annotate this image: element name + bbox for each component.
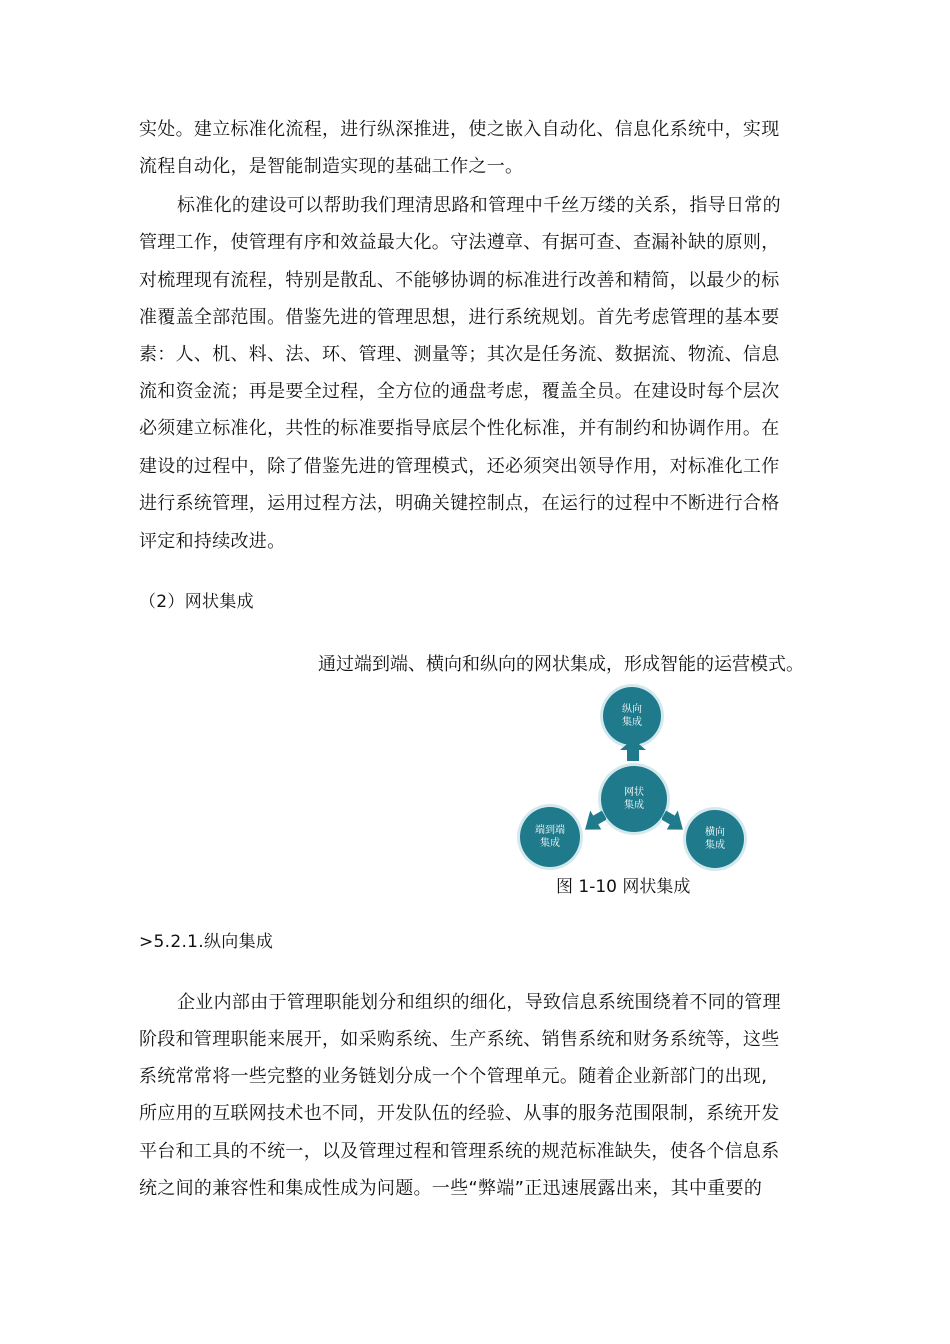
node-label: 纵向: [622, 704, 642, 715]
paragraph-line: 评定和持续改进。: [139, 531, 286, 552]
network-integration-node: [601, 766, 667, 832]
arrow-down-left-icon: [582, 810, 606, 832]
paragraph-line: 实处。建立标准化流程，进行纵深推进，使之嵌入自动化、信息化系统中，实现: [139, 119, 780, 140]
paragraph-line: 管理工作，使管理有序和效益最大化。守法遵章、有据可查、查漏补缺的原则，: [139, 232, 780, 253]
paragraph-line: 素：人、机、料、法、环、管理、测量等；其次是任务流、数据流、物流、信息: [139, 344, 780, 365]
paragraph-line: 平台和工具的不统一，以及管理过程和管理系统的规范标准缺失，使各个信息系: [139, 1141, 780, 1162]
paragraph-line: 系统常常将一些完整的业务链划分成一个个管理单元。随着企业新部门的出现,: [139, 1066, 768, 1087]
paragraph-line: 标准化的建设可以帮助我们理清思路和管理中千丝万缕的关系，指导日常的: [177, 195, 781, 216]
node-label: 集成: [624, 800, 644, 811]
subsection-heading: >5.2.1.纵向集成: [139, 932, 274, 952]
paragraph-line: 准覆盖全部范围。借鉴先进的管理思想，进行系统规划。首先考虑管理的基本要: [139, 307, 780, 328]
paragraph-line: 阶段和管理职能来展开，如采购系统、生产系统、销售系统和财务系统等，这些: [139, 1029, 780, 1050]
node-label: 网状: [624, 787, 644, 798]
paragraph-line: 进行系统管理，运用过程方法，明确关键控制点，在运行的过程中不断进行合格: [139, 493, 780, 514]
paragraph-line: 建设的过程中，除了借鉴先进的管理模式，还必须突出领导作用，对标准化工作: [139, 456, 780, 477]
paragraph-line: 对梳理现有流程，特别是散乱、不能够协调的标准进行改善和精简，以最少的标: [139, 270, 780, 291]
node-label: 集成: [705, 840, 725, 851]
paragraph-line: 统之间的兼容性和集成性成为问题。一些“弊端”正迅速展露出来，其中重要的: [139, 1178, 763, 1199]
figure-intro: 通过端到端、横向和纵向的网状集成，形成智能的运营模式。: [318, 654, 804, 675]
arrow-down-right-icon: [662, 810, 686, 832]
figure-caption: 图 1-10 网状集成: [556, 877, 691, 897]
arrow-up-icon: [620, 739, 646, 761]
node-label: 集成: [540, 838, 560, 849]
end-to-end-integration-node: [520, 807, 580, 867]
horizontal-integration-node: [686, 810, 744, 868]
node-label: 横向: [705, 827, 725, 838]
section-heading: （2）网状集成: [139, 592, 254, 612]
paragraph-line: 所应用的互联网技术也不同，开发队伍的经验、从事的服务范围限制，系统开发: [139, 1103, 780, 1124]
vertical-integration-node: [603, 687, 661, 745]
node-label: 端到端: [535, 825, 565, 836]
paragraph-line: 流程自动化，是智能制造实现的基础工作之一。: [139, 156, 524, 177]
paragraph-line: 流和资金流；再是要全过程，全方位的通盘考虑，覆盖全员。在建设时每个层次: [139, 381, 780, 402]
paragraph-line: 企业内部由于管理职能划分和组织的细化，导致信息系统围绕着不同的管理: [177, 992, 781, 1013]
node-label: 集成: [622, 717, 642, 728]
paragraph-line: 必须建立标准化，共性的标准要指导底层个性化标准，并有制约和协调作用。在: [139, 418, 780, 439]
